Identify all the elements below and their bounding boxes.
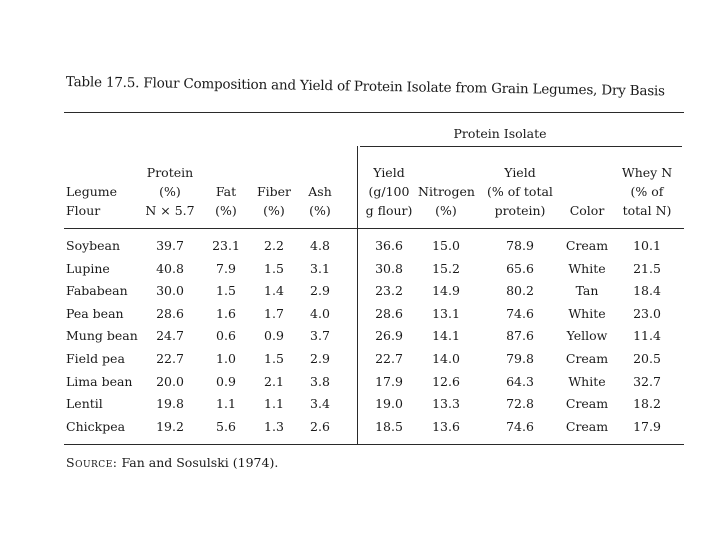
cell-yield: 17.9: [375, 373, 403, 389]
cell-fat: 1.1: [216, 396, 236, 412]
cell-protein: 22.7: [156, 351, 184, 366]
header-fiber-line-1: Fiber: [256, 184, 292, 199]
cell-nitrogen: 12.6: [432, 373, 460, 389]
cell-nitrogen: 13.3: [432, 396, 460, 412]
cell-protein: 40.8: [156, 260, 184, 276]
cell-color: Cream: [565, 351, 609, 366]
cell-yield-pct: 74.6: [506, 305, 534, 321]
cell-legume: Soybean: [66, 238, 121, 253]
cell-color: Cream: [565, 238, 609, 253]
source-label: Source:: [66, 455, 118, 470]
cell-protein: 24.7: [156, 328, 184, 344]
cell-whey: 18.4: [633, 283, 661, 299]
cell-yield-pct: 64.3: [506, 373, 534, 389]
header-whey-line-1: Whey N: [621, 165, 673, 180]
header-ash-line-1: Ash: [308, 184, 332, 199]
cell-color: White: [568, 373, 606, 389]
cell-protein: 39.7: [156, 238, 184, 253]
header-color-line-1: Color: [569, 203, 605, 218]
header-yield-line-2: (g/100: [368, 184, 410, 199]
cell-yield-pct: 74.6: [506, 418, 534, 434]
header-yield-pct-line-1: Yield: [504, 165, 536, 180]
cell-yield: 23.2: [375, 283, 403, 299]
cell-fat: 0.9: [216, 373, 236, 389]
cell-nitrogen: 14.0: [432, 351, 460, 366]
cell-nitrogen: 14.9: [432, 283, 460, 299]
header-yield-line-3: g flour): [365, 203, 413, 218]
cell-yield: 36.6: [375, 238, 403, 253]
cell-legume: Lima bean: [66, 373, 133, 389]
cell-fiber: 0.9: [264, 328, 284, 344]
cell-protein: 20.0: [156, 373, 184, 389]
cell-yield-pct: 78.9: [506, 238, 534, 253]
cell-yield-pct: 72.8: [506, 396, 534, 412]
cell-yield: 19.0: [375, 396, 403, 412]
table-source: [66, 455, 278, 470]
cell-yield: 30.8: [375, 260, 403, 276]
header-yield-line-1: Yield: [373, 165, 405, 180]
cell-ash: 2.9: [310, 351, 330, 366]
cell-fiber: 2.2: [264, 238, 284, 253]
cell-legume: Field pea: [66, 351, 125, 366]
group-header-rule: [360, 146, 682, 147]
cell-legume: Pea bean: [66, 305, 124, 321]
cell-whey: 18.2: [633, 396, 661, 412]
cell-protein: 19.8: [156, 396, 184, 412]
cell-nitrogen: 14.1: [432, 328, 460, 344]
header-protein-line-1: Protein: [146, 165, 194, 180]
header-whey-line-3: total N): [622, 203, 672, 218]
cell-yield: 28.6: [375, 305, 403, 321]
header-legume-line-2: Flour: [66, 203, 101, 218]
cell-legume: Lupine: [66, 260, 110, 276]
header-yield-pct-line-3: protein): [494, 203, 546, 218]
cell-fiber: 1.3: [264, 418, 284, 434]
header-rule: [64, 228, 684, 229]
cell-legume: Lentil: [66, 396, 103, 412]
cell-fiber: 1.5: [264, 351, 284, 366]
header-nitrogen-line-2: (%): [435, 203, 457, 218]
header-fat-line-2: (%): [215, 203, 237, 218]
cell-color: Cream: [565, 396, 609, 412]
cell-ash: 3.7: [310, 328, 330, 344]
cell-yield-pct: 65.6: [506, 260, 534, 276]
header-yield-pct-line-2: (% of total: [487, 184, 553, 199]
cell-yield: 22.7: [375, 351, 403, 366]
top-rule: [64, 112, 684, 113]
cell-yield: 18.5: [375, 418, 403, 434]
cell-nitrogen: 13.6: [432, 418, 460, 434]
header-protein-line-3: N × 5.7: [145, 203, 195, 218]
cell-nitrogen: 13.1: [432, 305, 460, 321]
cell-whey: 17.9: [633, 418, 661, 434]
header-fiber-line-2: (%): [263, 203, 285, 218]
cell-fat: 0.6: [216, 328, 236, 344]
cell-protein: 28.6: [156, 305, 184, 321]
table-caption: Table 17.5. Flour Composition and Yield of Protein Isolate from Grain Legumes, Dry Basis: [65, 74, 665, 100]
cell-ash: 3.1: [310, 260, 330, 276]
cell-whey: 20.5: [633, 351, 661, 366]
cell-fat: 7.9: [216, 260, 236, 276]
cell-yield-pct: 87.6: [506, 328, 534, 344]
cell-fiber: 1.5: [264, 260, 284, 276]
cell-color: White: [568, 305, 606, 321]
cell-fat: 1.6: [216, 305, 236, 321]
cell-ash: 3.8: [310, 373, 330, 389]
cell-ash: 2.6: [310, 418, 330, 434]
source-text: Fan and Sosulski (1974).: [121, 455, 279, 470]
cell-fiber: 1.4: [264, 283, 284, 299]
cell-whey: 10.1: [633, 238, 661, 253]
cell-legume: Mung bean: [66, 328, 138, 344]
protein-isolate-group-header: Protein Isolate: [453, 126, 547, 141]
cell-fat: 1.0: [216, 351, 236, 366]
cell-protein: 30.0: [156, 283, 184, 299]
cell-ash: 2.9: [310, 283, 330, 299]
header-nitrogen-line-1: Nitrogen: [418, 184, 475, 199]
cell-fiber: 1.7: [264, 305, 284, 321]
cell-legume: Fababean: [66, 283, 128, 299]
header-protein-line-2: (%): [159, 184, 181, 199]
cell-yield-pct: 79.8: [506, 351, 534, 366]
cell-yield-pct: 80.2: [506, 283, 534, 299]
header-legume-line-1: Legume: [66, 184, 118, 199]
cell-color: White: [568, 260, 606, 276]
bottom-rule: [64, 444, 684, 445]
header-fat-line-1: Fat: [215, 184, 237, 199]
cell-fiber: 2.1: [264, 373, 284, 389]
cell-whey: 23.0: [633, 305, 661, 321]
cell-whey: 11.4: [633, 328, 661, 344]
header-whey-line-2: (% of: [630, 184, 664, 199]
cell-yield: 26.9: [375, 328, 403, 344]
cell-fat: 1.5: [216, 283, 236, 299]
cell-whey: 21.5: [633, 260, 661, 276]
cell-fat: 5.6: [216, 418, 236, 434]
cell-color: Tan: [575, 283, 599, 299]
cell-color: Yellow: [566, 328, 608, 344]
cell-nitrogen: 15.2: [432, 260, 460, 276]
cell-legume: Chickpea: [66, 418, 126, 434]
header-ash-line-2: (%): [309, 203, 331, 218]
cell-fat: 23.1: [212, 238, 240, 253]
cell-fiber: 1.1: [264, 396, 284, 412]
cell-color: Cream: [565, 418, 609, 434]
cell-nitrogen: 15.0: [432, 238, 460, 253]
cell-whey: 32.7: [633, 373, 661, 389]
cell-protein: 19.2: [156, 418, 184, 434]
cell-ash: 4.8: [310, 238, 330, 253]
cell-ash: 4.0: [310, 305, 330, 321]
cell-ash: 3.4: [310, 396, 330, 412]
